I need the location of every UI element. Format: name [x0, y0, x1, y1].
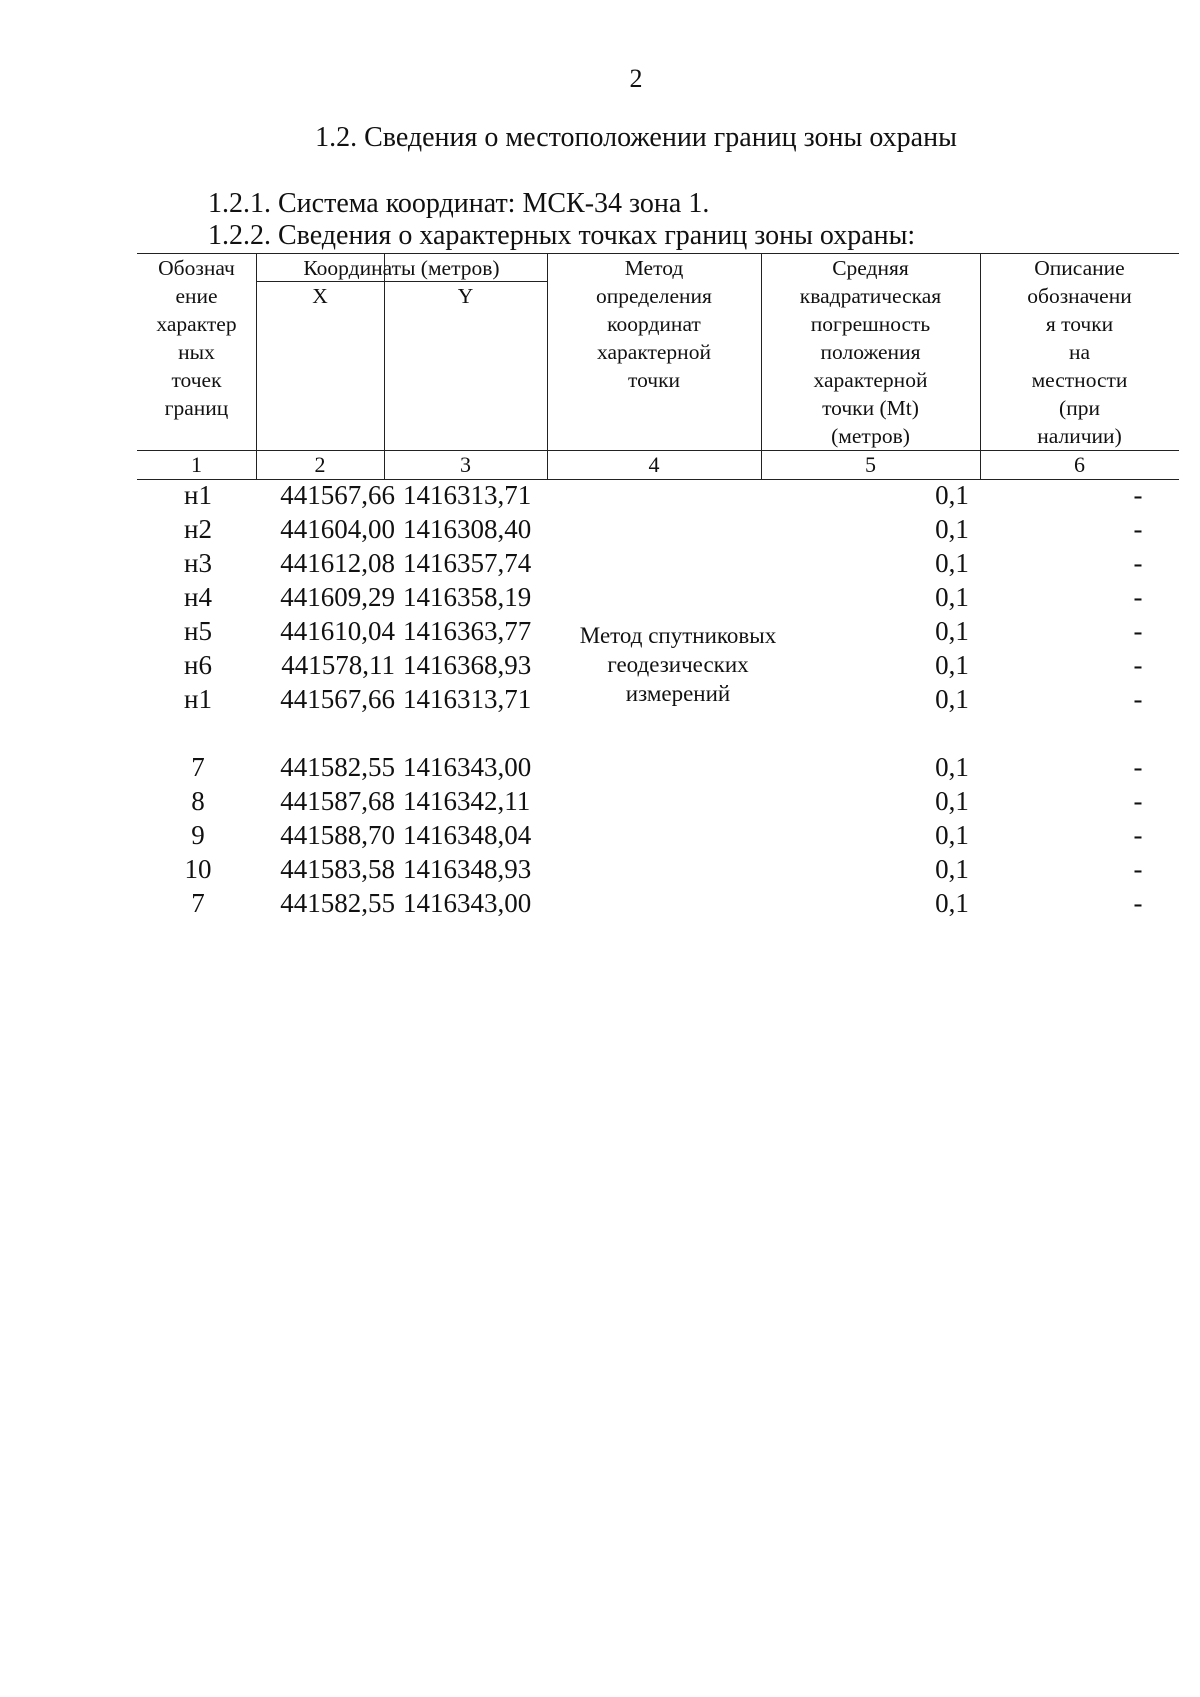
description-value: - [1133, 480, 1143, 510]
accuracy-value: 0,1 [935, 548, 969, 578]
y-value: 1416348,04 [403, 820, 532, 850]
table-row [137, 752, 1179, 786]
y-value: 1416343,00 [403, 752, 532, 782]
description-value: - [1133, 514, 1143, 544]
x-value: 441604,00 [280, 514, 395, 544]
y-value: 1416343,00 [403, 888, 532, 918]
header-accuracy: Средняя квадратическая погрешность положения характерной точки (Mt) (метров) [799, 256, 942, 448]
column-number: 2 [314, 452, 326, 477]
point-label: 7 [191, 888, 205, 918]
point-label: н1 [184, 480, 212, 510]
y-value: 1416348,93 [403, 854, 532, 884]
table-row [137, 854, 1179, 888]
point-label: 7 [191, 752, 205, 782]
table-row [137, 786, 1179, 820]
accuracy-value: 0,1 [935, 616, 969, 646]
x-value: 441582,55 [280, 752, 395, 782]
point-label: 9 [191, 820, 205, 850]
point-label: н6 [184, 650, 212, 680]
header-x: X [312, 284, 328, 308]
point-label: н2 [184, 514, 212, 544]
method-cell: Метод спутниковых геодезических измерений [579, 623, 777, 706]
x-value: 441582,55 [280, 888, 395, 918]
description-value: - [1133, 786, 1143, 816]
description-value: - [1133, 752, 1143, 782]
accuracy-value: 0,1 [935, 854, 969, 884]
y-value: 1416342,11 [403, 786, 531, 816]
accuracy-value: 0,1 [935, 582, 969, 612]
column-number: 6 [1074, 452, 1085, 477]
y-value: 1416313,71 [403, 480, 532, 510]
point-label: н1 [184, 684, 212, 714]
table-header [137, 253, 1179, 480]
y-value: 1416368,93 [403, 650, 532, 680]
column-number: 5 [865, 452, 876, 477]
accuracy-value: 0,1 [935, 888, 969, 918]
description-value: - [1133, 548, 1143, 578]
column-number: 4 [648, 452, 660, 477]
header-y: Y [457, 284, 474, 308]
x-value: 441612,08 [280, 548, 395, 578]
accuracy-value: 0,1 [935, 786, 969, 816]
table-row [137, 888, 1179, 922]
point-label: н3 [184, 548, 212, 578]
y-value: 1416313,71 [403, 684, 532, 714]
x-value: 441567,66 [280, 480, 395, 510]
header-method: Метод определения координат характерной точки [596, 256, 712, 392]
x-value: 441583,58 [280, 854, 395, 884]
column-number: 1 [191, 452, 202, 477]
y-value: 1416363,77 [403, 616, 532, 646]
coordinate-system-line: 1.2.1. Система координат: МСК-34 зона 1. [208, 188, 710, 219]
accuracy-value: 0,1 [935, 650, 969, 680]
section-title: 1.2. Сведения о местоположении границ зоны охраны [315, 122, 957, 153]
x-value: 441578,11 [281, 650, 395, 680]
point-label: н5 [184, 616, 212, 646]
description-value: - [1133, 616, 1143, 646]
header-description: Описание обозначени я точки на местности (при наличии) [1027, 256, 1132, 448]
table-row [137, 514, 1179, 548]
table-row [137, 548, 1179, 582]
header-coordinates: Координаты (метров) [303, 256, 500, 280]
header-designation: Обознач ение характер ных точек границ [156, 256, 237, 420]
x-value: 441610,04 [280, 616, 395, 646]
accuracy-value: 0,1 [935, 480, 969, 510]
x-value: 441567,66 [280, 684, 395, 714]
x-value: 441609,29 [280, 582, 395, 612]
table-row [137, 480, 1179, 514]
table-row [137, 820, 1179, 854]
points-heading: 1.2.2. Сведения о характерных точках границ зоны охраны: [208, 220, 916, 251]
accuracy-value: 0,1 [935, 684, 969, 714]
point-label: 10 [184, 854, 212, 884]
point-label: 8 [191, 786, 205, 816]
description-value: - [1133, 854, 1143, 884]
x-value: 441587,68 [280, 786, 395, 816]
y-value: 1416357,74 [403, 548, 532, 578]
y-value: 1416308,40 [403, 514, 532, 544]
table-row [137, 582, 1179, 616]
accuracy-value: 0,1 [935, 820, 969, 850]
description-value: - [1133, 582, 1143, 612]
page-number: 2 [629, 64, 643, 93]
column-number: 3 [460, 452, 471, 477]
description-value: - [1133, 888, 1143, 918]
description-value: - [1133, 820, 1143, 850]
y-value: 1416358,19 [403, 582, 532, 612]
point-label: н4 [184, 582, 212, 612]
x-value: 441588,70 [280, 820, 395, 850]
description-value: - [1133, 650, 1143, 680]
accuracy-value: 0,1 [935, 752, 969, 782]
accuracy-value: 0,1 [935, 514, 969, 544]
description-value: - [1133, 684, 1143, 714]
